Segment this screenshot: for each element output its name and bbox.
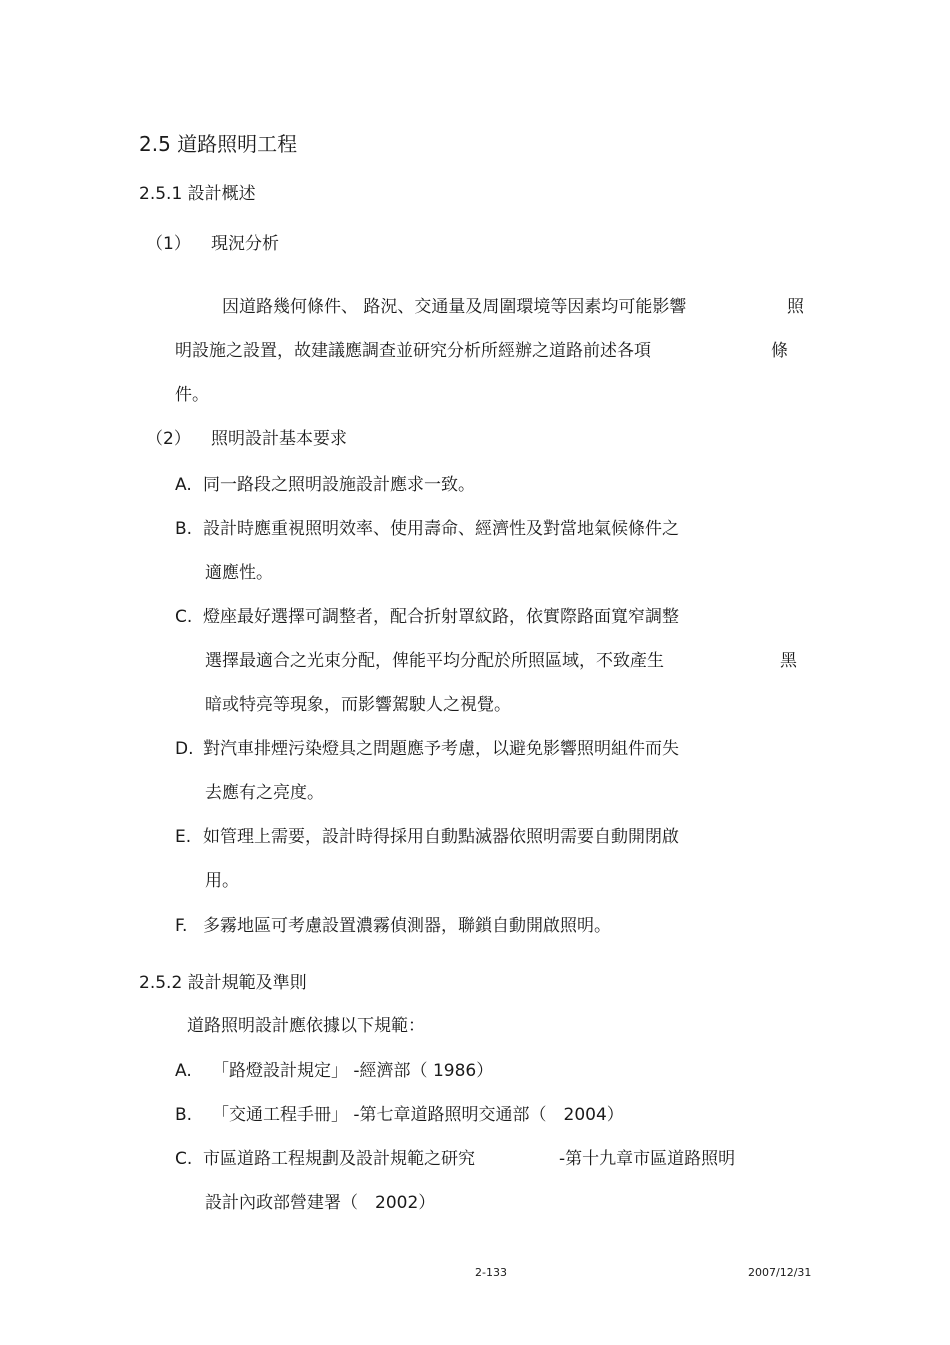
list-marker: C. <box>175 1149 193 1169</box>
list-item-text: 同一路段之照明設施設計應求一致。 <box>203 475 475 495</box>
list-item-text: 對汽車排煙污染燈具之問題應予考慮，以避免影響照明組件而失 <box>203 739 679 759</box>
footer-date: 2007/12/31 <box>748 1266 812 1279</box>
subsection-title-2-5-1: 2.5.1 設計概述 <box>139 184 256 204</box>
list-item-text: 暗或特亮等現象，而影響駕駛人之視覺。 <box>205 695 511 715</box>
list-item-text: 「路燈設計規定」 -經濟部（ 1986） <box>212 1061 494 1081</box>
list-item-text-end: 黑 <box>780 651 797 671</box>
list-item-text: 設計內政部營建署（ 2002） <box>205 1193 436 1213</box>
item-label-1: （1） <box>146 234 191 254</box>
section-title: 2.5 道路照明工程 <box>139 132 298 156</box>
list-marker: A. <box>175 1061 192 1081</box>
list-item-text: 設計時應重視照明效率、使用壽命、經濟性及對當地氣候條件之 <box>203 519 679 539</box>
item-title-1: 現況分析 <box>211 234 279 254</box>
intro-text: 道路照明設計應依據以下規範： <box>187 1016 425 1036</box>
item-title-2: 照明設計基本要求 <box>211 429 347 449</box>
list-marker: B. <box>175 519 193 539</box>
list-item-text: 「交通工程手冊」 -第七章道路照明交通部（ 2004） <box>212 1105 624 1125</box>
list-item-text: 多霧地區可考慮設置濃霧偵測器，聯鎖自動開啟照明。 <box>203 916 611 936</box>
list-marker: A. <box>175 475 192 495</box>
list-marker: D. <box>175 739 194 759</box>
paragraph-line: 因道路幾何條件、 路況、交通量及周圍環境等因素均可能影響 <box>222 297 687 317</box>
list-item-text: 市區道路工程規劃及設計規範之研究 <box>203 1149 475 1169</box>
list-marker: C. <box>175 607 193 627</box>
list-item-text-end: -第十九章市區道路照明 <box>559 1149 736 1169</box>
item-label-2: （2） <box>146 429 191 449</box>
paragraph-line-end: 照 <box>787 297 804 317</box>
paragraph-line-end: 條 <box>771 341 788 361</box>
list-item-text: 用。 <box>205 871 239 891</box>
list-marker: B. <box>175 1105 193 1125</box>
list-item-text: 燈座最好選擇可調整者，配合折射罩紋路，依實際路面寬窄調整 <box>203 607 679 627</box>
page-number: 2-133 <box>475 1266 507 1279</box>
list-item-text: 去應有之亮度。 <box>205 783 324 803</box>
list-marker: E. <box>175 827 192 847</box>
list-item-text: 選擇最適合之光束分配，俾能平均分配於所照區域，不致產生 <box>205 651 664 671</box>
paragraph-line: 件。 <box>175 385 209 405</box>
paragraph-line: 明設施之設置，故建議應調查並研究分析所經辦之道路前述各項 <box>175 341 651 361</box>
list-item-text: 如管理上需要，設計時得採用自動點滅器依照明需要自動開閉啟 <box>203 827 679 847</box>
subsection-title-2-5-2: 2.5.2 設計規範及準則 <box>139 973 307 993</box>
list-item-text: 適應性。 <box>205 563 273 583</box>
list-marker: F. <box>175 916 188 936</box>
